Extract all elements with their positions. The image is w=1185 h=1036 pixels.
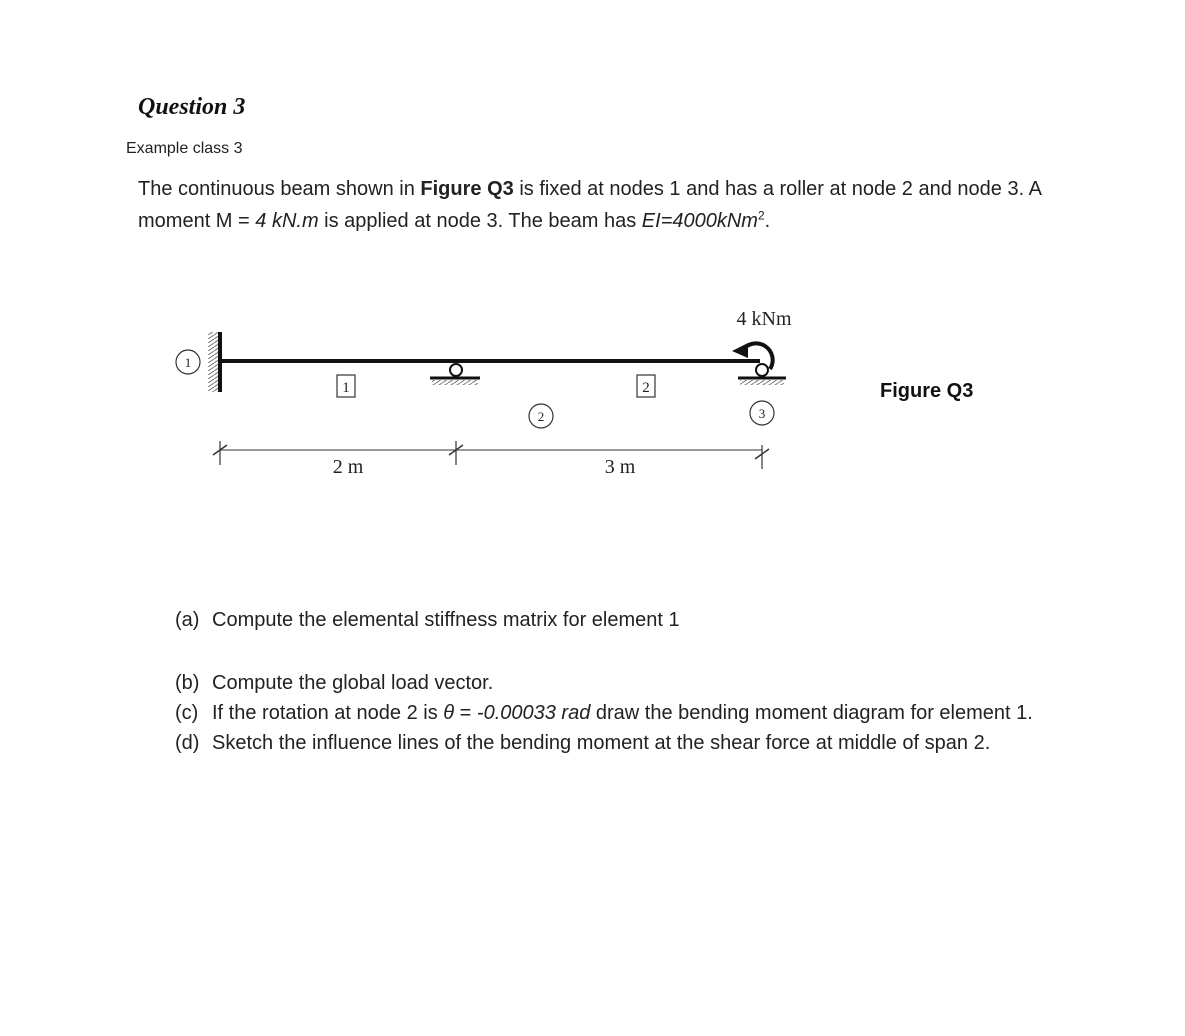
- example-class-label: Example class 3: [126, 140, 243, 157]
- figure-reference: Figure Q3: [420, 178, 514, 200]
- roller-support-node-3: [738, 364, 786, 385]
- part-b: [175, 668, 1055, 698]
- applied-moment-value: 4 kN.m: [255, 210, 319, 232]
- part-c-text: [212, 698, 1055, 728]
- part-a: [175, 605, 1055, 635]
- node-1-marker: [176, 350, 200, 374]
- part-d-text: Sketch the influence lines of the bending moment at the shear force at middle of span 2.: [212, 732, 991, 754]
- part-c-label: (c): [175, 702, 199, 724]
- moment-label: 4 kNm: [736, 308, 792, 330]
- question-parts: [175, 605, 1055, 758]
- flexural-rigidity: EI=4000kNm: [641, 210, 758, 232]
- part-c-equals: =: [454, 702, 477, 724]
- part-a-label: (a): [175, 609, 200, 631]
- part-a-text: Compute the elemental stiffness matrix for element 1: [212, 609, 680, 631]
- part-d-label: (d): [175, 732, 200, 754]
- node-3-label: 3: [758, 406, 766, 421]
- element-1-marker: [337, 375, 355, 397]
- part-c-pre: If the rotation at node 2 is: [212, 702, 444, 724]
- flexural-rigidity-exponent: 2: [757, 208, 765, 223]
- intro-text-3: is applied at node 3. The beam has: [318, 210, 642, 232]
- intro-text-4: .: [764, 210, 771, 232]
- span-1-length: 2 m: [332, 456, 364, 478]
- figure-caption: Figure Q3: [880, 380, 974, 402]
- node-1-label: 1: [184, 355, 192, 370]
- intro-text-1: The continuous beam shown in: [138, 178, 421, 200]
- theta-symbol: θ: [443, 702, 455, 724]
- element-2-marker: [637, 375, 655, 397]
- problem-statement: [138, 173, 1048, 237]
- part-b-label: (b): [175, 672, 200, 694]
- part-c-post: draw the bending moment diagram for element 1.: [590, 702, 1033, 724]
- span-2-length: 3 m: [604, 456, 636, 478]
- element-2-label: 2: [642, 380, 650, 396]
- fixed-support: [208, 332, 220, 392]
- rotation-value: -0.00033 rad: [476, 702, 591, 724]
- part-d: [175, 728, 1055, 758]
- part-c: [175, 698, 1055, 728]
- intro-text-2: is fixed at nodes 1 and has a roller at node 2 and node 3. A moment M =: [138, 178, 1041, 232]
- part-b-text: Compute the global load vector.: [212, 672, 494, 694]
- node-3-marker: [750, 401, 774, 425]
- node-2-label: 2: [537, 409, 545, 424]
- dimension-line: [213, 441, 769, 469]
- roller-support-node-2: [430, 364, 480, 385]
- beam-figure: [160, 295, 820, 495]
- node-2-marker: [529, 404, 553, 428]
- element-1-label: 1: [342, 380, 350, 396]
- question-title: Question 3: [138, 94, 246, 120]
